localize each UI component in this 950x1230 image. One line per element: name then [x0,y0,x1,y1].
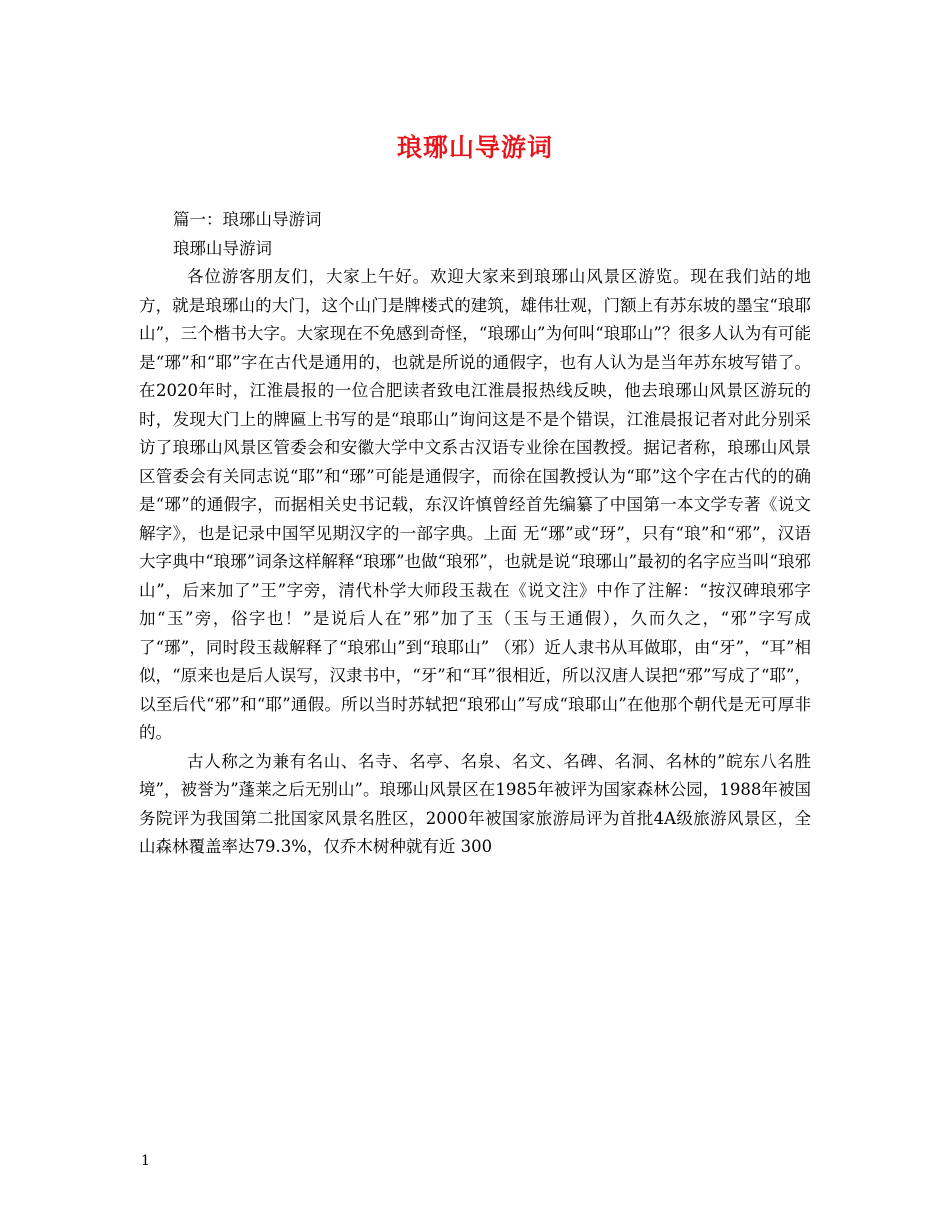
section-heading: 篇一：琅琊山导游词 [173,210,322,229]
paragraph-scenic-area: 古人称之为兼有名山、名寺、名亭、名泉、名文、名碑、名洞、名林的”皖东八名胜境”，被誉为”蓬莱之后无别山”。琅琊山风景区在1985年被评为国家森林公园，1988年被国务院评为我国第二批国家风景名胜区，2000年被国家旅游局评为首批4A级旅游风景区，全山森林覆盖率达79.3%，仅乔木树种就有近 300 [139,751,811,856]
paragraph-intro: 各位游客朋友们，大家上午好。欢迎大家来到琅琊山风景区游览。现在我们站的地方，就是琅琊山的大门，这个山门是牌楼式的建筑，雄伟壮观，门额上有苏东坡的墨宝“琅耶山”，三个楷书大字。大家现在不免感到奇怪，“琅琊山”为何叫“琅耶山”？很多人认为有可能是“琊”和“耶”字在古代是通用的，也就是所说的通假字，也有人认为是当年苏东坡写错了。在2020年时，江淮晨报的一位合肥读者致电江淮晨报热线反映，他去琅琊山风景区游玩的时，发现大门上的牌匾上书写的是“琅耶山”询问这是不是个错误，江淮晨报记者对此分别采访了琅琊山风景区管委会和安徽大学中文系古汉语专业徐在国教授。据记者称，琅琊山风景区管委会有关同志说“耶”和“琊”可能是通假字，而徐在国教授认为“耶”这个字在古代的的确是“琊”的通假字，而据相关史书记载，东汉许慎曾经首先编纂了中国第一本文学专著《说文解字》，也是记录中国罕见期汉字的一部字典。上面 无“琊”或“玡”，只有“琅”和“邪”，汉语大字典中“琅琊”词条这样解释“琅琊”也做“琅邪”，也就是说“琅琊山”最初的名字应当叫“琅邪山”，后来加了”王”字旁，清代朴学大师段玉裁在《说文注》中作了注解：“按汉碑琅邪字加“玉”旁，俗字也！”是说后人在”邪”加了玉（玉与王通假），久而久之，“邪”字写成了“琊”，同时段玉裁解释了“琅邪山”到“琅耶山” （邪）近人隶书从耳做耶，由“牙”，“耳”相似，“原来也是后人误写，汉隶书中，“牙”和“耳”很相近，所以汉唐人误把“邪”写成了“耶”，以至后代“邪”和“耶”通假。所以当时苏轼把“琅邪山”写成“琅耶山”在他那个朝代是无可厚非的。 [139,267,811,742]
page-number: 1 [141,1153,150,1169]
document-body [139,206,811,862]
document-title: 琅琊山导游词 [396,133,553,162]
sub-heading: 琅琊山导游词 [173,238,272,258]
